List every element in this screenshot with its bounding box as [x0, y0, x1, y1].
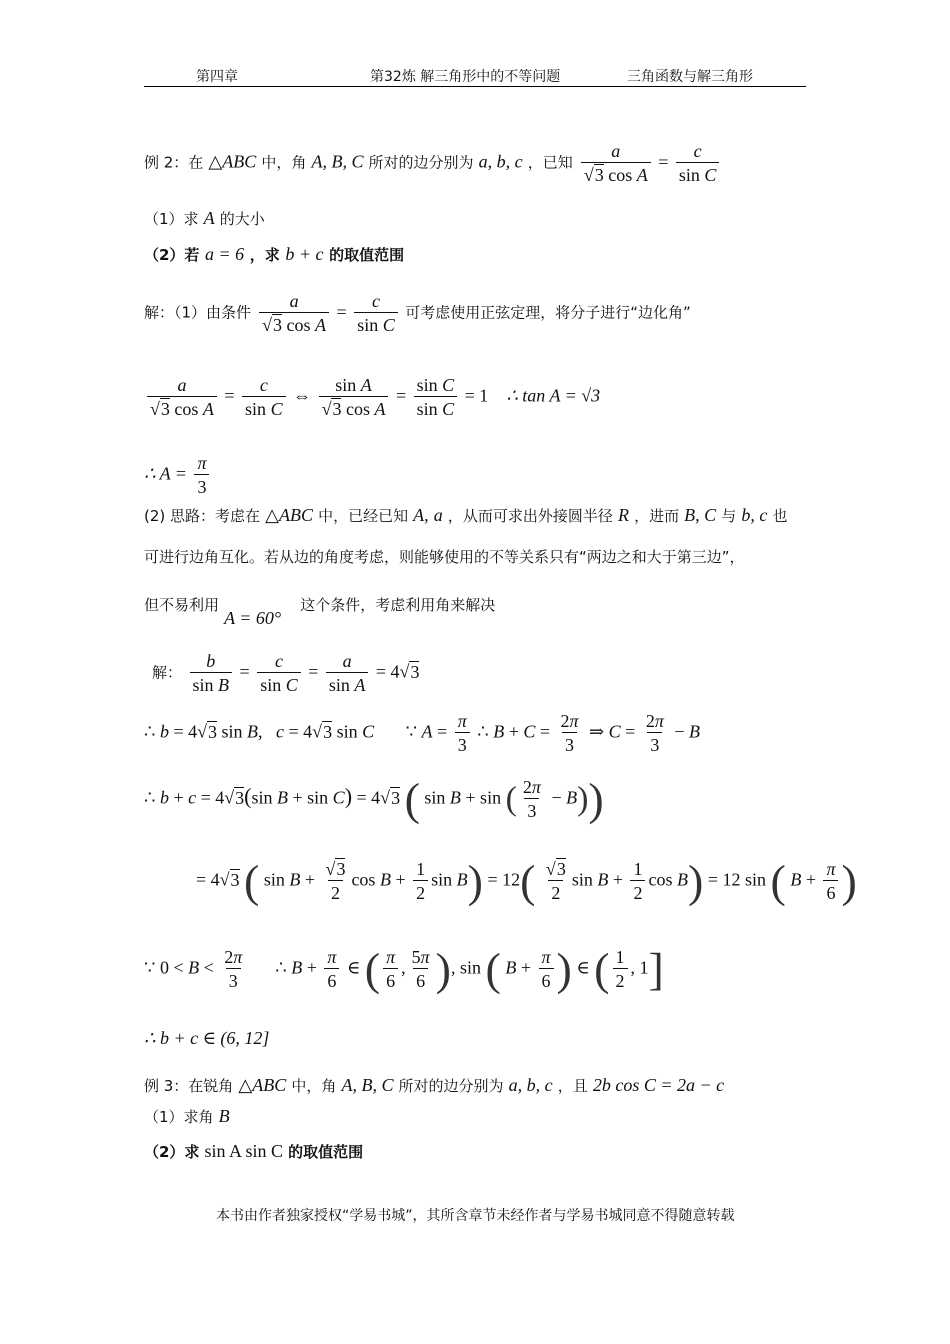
header-section: 第32炼 解三角形中的不等问题	[370, 69, 561, 85]
footer-copyright: 本书由作者独家授权“学易书城”，其所含章节未经作者与学易书城同意不得随意转载	[216, 1208, 735, 1224]
question-var: A	[203, 208, 215, 228]
idea-var: b, c	[741, 505, 768, 525]
example3-statement	[144, 1075, 724, 1096]
idea-text: 中，已经已知	[318, 507, 409, 525]
idea-text: 与	[721, 507, 737, 525]
question-expr: sin A sin C	[204, 1141, 284, 1161]
example3-text: ，且	[557, 1077, 588, 1095]
solution2-idea-line2: 可进行边角互化。若从边的角度考虑，则能够使用的不等关系只有“两边之和大于第三边”，	[144, 548, 745, 566]
question-text: 的大小	[219, 210, 265, 228]
example2-statement	[144, 140, 722, 187]
idea-text: 但不易利用	[144, 596, 220, 614]
question-text: 的取值范围	[288, 1143, 364, 1161]
example3-sides: a, b, c	[508, 1075, 553, 1095]
header-topic: 三角函数与解三角形	[627, 69, 753, 85]
example2-triangle: △ABC	[208, 151, 257, 172]
solution2-result: ∴ b + c ∈ (6, 12]	[144, 1028, 270, 1048]
idea-var: △ABC	[265, 505, 313, 525]
example2-text: 中，角	[261, 153, 307, 172]
sum-expansion-line2: = 4√3 ( sin B + $\frac{√3}{2}$ cos B + $\frac{1}{2}$ sin B) = 12( $\frac{√3}{2}$ sin B + $\frac{1}{2}$ cos B) = 12 sin ( B + $\frac{\pi}{6}$ )	[196, 855, 857, 907]
idea-text: 这个条件，考虑利用角来解决	[300, 596, 496, 614]
jie-label: 解：	[152, 663, 183, 682]
idea-text: 也	[772, 507, 788, 525]
example2-text: ，已知	[527, 153, 573, 172]
question-var: B	[218, 1106, 230, 1126]
example2-sides: a, b, c	[478, 151, 523, 172]
example3-triangle: △ABC	[238, 1075, 287, 1095]
idea-text: ，从而可求出外接圆半径	[447, 507, 613, 525]
example3-question2	[144, 1141, 363, 1162]
example2-angles: A, B, C	[311, 151, 364, 172]
question-text: （1）求角	[144, 1108, 214, 1126]
idea-var: A,	[413, 505, 429, 525]
tan-result: ∴ tan A = √3	[506, 385, 601, 406]
solution1-equation: $\frac{a}{\text{√3 cos A}}$ = $\frac{c}{\text{sin C}}$	[256, 302, 405, 322]
header-rule	[144, 86, 806, 87]
example3-text: 例 3：在锐角	[144, 1077, 234, 1095]
header-chapter: 第四章	[196, 69, 238, 85]
question-text: 的取值范围	[329, 246, 405, 264]
example2-question2	[144, 244, 404, 265]
range-derivation-line: ∵ 0 < B < $\frac{2\pi}{3}$ ∴ B + $\frac{\pi}{6}$ ∈ ( $\frac{\pi}{6}$ , $\frac{5\pi}{6}$ ), sin ( B + $\frac{\pi}{6}$ ) ∈ ( $\frac{1}{2}$ , 1]	[144, 943, 664, 995]
equals-one: = 1	[464, 385, 489, 406]
example3-text: 所对的边分别为	[398, 1077, 504, 1095]
question-text: （1）求	[144, 210, 199, 228]
example2-text: 所对的边分别为	[368, 153, 474, 172]
idea-text: ，进而	[634, 507, 680, 525]
question-text: （2）若	[144, 246, 200, 264]
question-cond: a = 6	[205, 244, 245, 264]
solution2-idea-line1	[144, 505, 788, 526]
sine-law-equation: 解： $\frac{b}{\text{sin B}}$ = $\frac{c}{\text{sin C}}$ = $\frac{a}{\text{sin A}}$ = 4√3	[152, 651, 420, 695]
example2-label: 例 2：在	[144, 153, 204, 172]
example3-angles: A, B, C	[341, 1075, 394, 1095]
sum-expansion-line1: ∴ b + c = 4√3(sin B + sin C) = 4√3 ( sin B + sin ( $\frac{2\pi}{3}$ − B))	[144, 773, 604, 825]
b-c-expression-line: ∴ b = 4√3 sin B, c = 4√3 sin C ∵ A = $\frac{\pi}{3}$ ∴ B + C = $\frac{2\pi}{3}$ ⇒ C = $\frac{2\pi}{3}$ − B	[144, 711, 700, 755]
idea-var: R	[617, 505, 629, 525]
solution1-derivation: $\frac{a}{\text{√3 cos A}}$ = $\frac{c}{\text{sin C}}$ ⇔ $\frac{\text{sin A}}{\text{√3 cos A}}$ = $\frac{\text{sin C}}{\text{sin C}}$ = 1 ∴ tan A = √3	[144, 374, 600, 421]
solution-text: 可考虑使用正弦定理，将分子进行“边化角”	[405, 303, 691, 322]
solution1-result: ∴ A = $\frac{\pi}{3}$	[144, 452, 212, 499]
solution2-idea-line3	[144, 594, 496, 628]
idea-var: B, C	[684, 505, 717, 525]
example3-text: 中，角	[291, 1077, 337, 1095]
solution-text: 解：（1）由条件	[144, 303, 252, 322]
idea-text: (2) 思路：考虑在	[144, 507, 261, 525]
idea-var: a	[433, 505, 443, 525]
example3-condition: 2b cos C = 2a − c	[592, 1075, 725, 1095]
therefore-a: ∴ A =	[144, 463, 187, 484]
example3-question1	[144, 1106, 230, 1127]
example2-question1	[144, 208, 265, 229]
idea-cond: A = 60°	[224, 608, 282, 628]
question-text: ，求	[249, 246, 280, 264]
example2-given-equation: $\frac{a}{\text{√3 cos A}}$ = $\frac{c}{\text{sin C}}$	[578, 152, 723, 172]
question-text: （2）求	[144, 1143, 200, 1161]
question-expr: b + c	[285, 244, 324, 264]
solution1-intro-line	[144, 290, 691, 337]
